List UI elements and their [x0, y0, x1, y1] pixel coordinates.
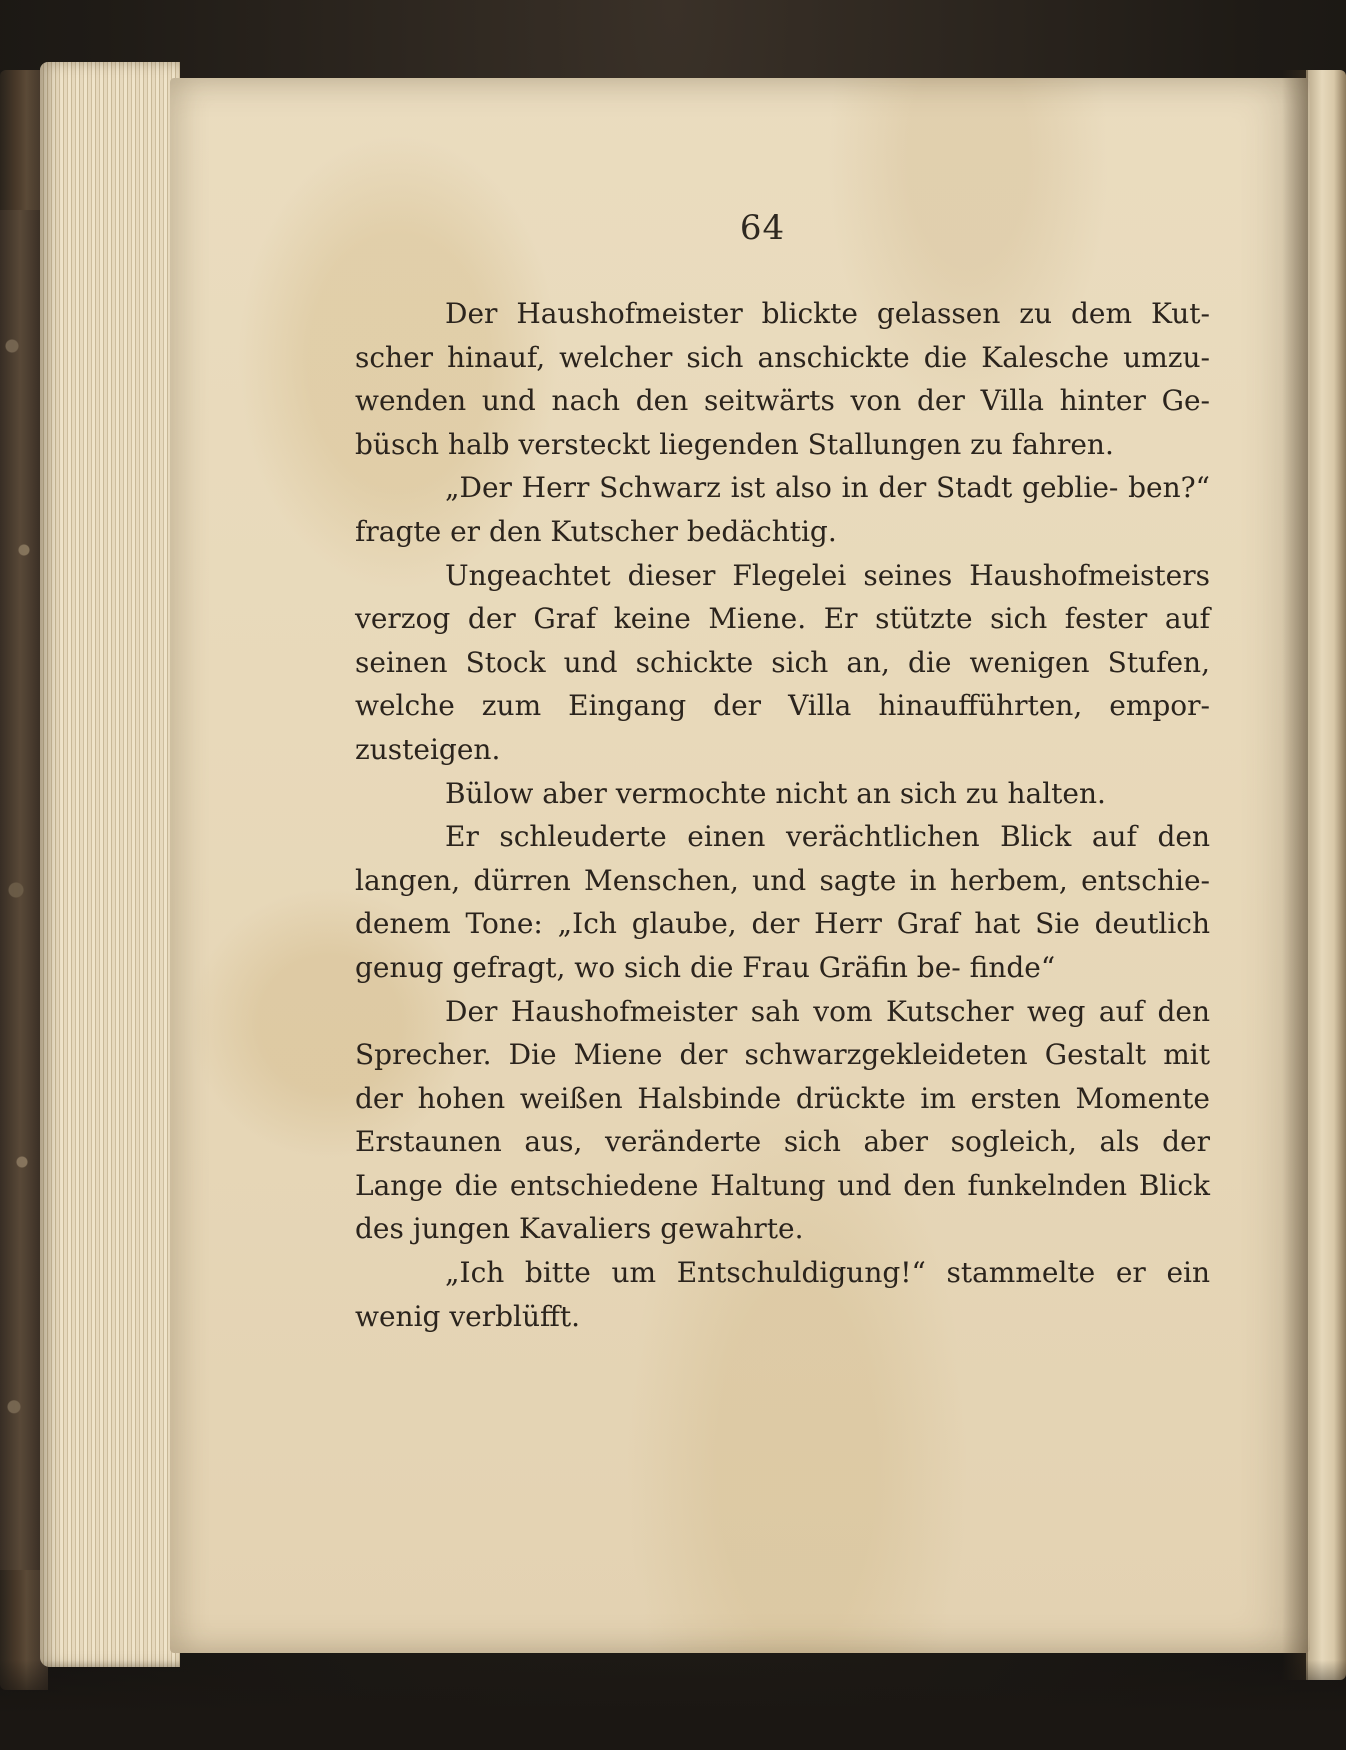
gutter-shadow [1282, 70, 1308, 1680]
bottom-shadow [0, 1660, 1346, 1750]
paragraph-3: Ungeachtet dieser Flegelei seines Haushofmeisters verzog der Graf keine Miene. Er stützte sich fester auf seinen Stock und schickte sich an, die wenigen Stufen, welche zum Eingang der Villa hinaufführten, empor- zusteigen. [355, 558, 1210, 766]
paragraph-1: Der Haushofmeister blickte gelassen zu dem Kut- scher hinauf, welcher sich anschickte die Kalesche umzu- wenden und nach den seitwärts von der Villa hinter Ge- büsch halb versteckt liegenden Stallungen zu fahren. [355, 297, 1210, 461]
page-number: 64 [739, 208, 786, 248]
paragraph-7: „Ich bitte um Entschuldigung!“ stammelte er ein wenig verblüfft. [355, 1256, 1210, 1333]
page-edges [40, 62, 180, 1667]
book-page [170, 78, 1310, 1653]
paragraph-2: „Der Herr Schwarz ist also in der Stadt geblie- ben?“ fragte er den Kutscher bedächtig. [355, 471, 1210, 548]
paragraph-6: Der Haushofmeister sah vom Kutscher weg auf den Sprecher. Die Miene der schwarzgekleideten Gestalt mit der hohen weißen Halsbinde drückte im ersten Momente Erstaunen aus, veränderte sich aber sogleich, als der Lange die entschiedene Haltung und den funkelnden Blick des jungen Kavaliers gewahrte. [355, 994, 1210, 1246]
paragraph-4: Bülow aber vermochte nicht an sich zu halten. [445, 776, 1106, 810]
facing-page-edge [1306, 70, 1346, 1680]
paragraph-5: Er schleuderte einen verächtlichen Blick auf den langen, dürren Menschen, und sagte in herbem, entschie- denem Tone: „Ich glaube, der Herr Graf hat Sie deutlich genug gefragt, wo sich die Frau Gräfin be- finde“ [355, 820, 1210, 984]
page-text [355, 292, 1210, 1338]
book-cover-texture [0, 210, 40, 1570]
